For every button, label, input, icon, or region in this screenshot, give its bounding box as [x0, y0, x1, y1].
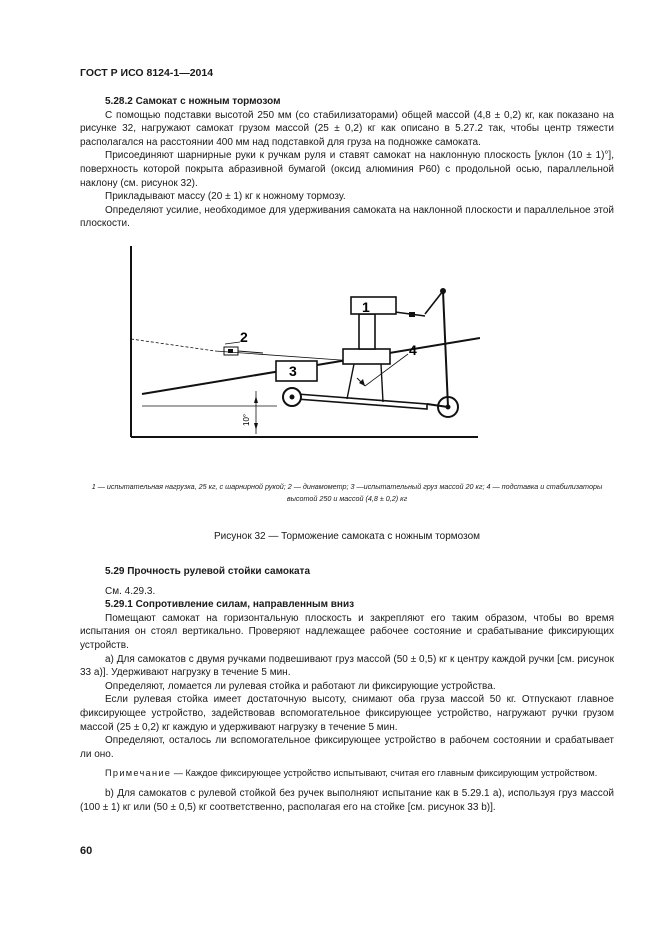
paragraph: Определяют, ломается ли рулевая стойка и работают ли фиксирующие устройства. — [105, 680, 496, 692]
paragraph: Если рулевая стойка имеет достаточную высоту, снимают оба груза массой 50 кг. Отпускают главное фиксирующее устройство, задействовав вспомогательное фиксирующее устройство, нагружают ручки грузом массой (25 ± 0,2) кг каждую и удерживают нагрузку в течение 5 мин. — [80, 694, 614, 733]
paragraph: Определяют, осталось ли вспомогательное фиксирующее устройство в рабочем состоянии и срабатывает ли оно. — [80, 735, 614, 760]
handlebar-hinge — [440, 288, 446, 294]
figure-legend: 1 — испытательная нагрузка, 25 кг, с шарнирной рукой; 2 — динамометр; 3 —испытательный груз массой 20 кг; 4 — подставка и стабилизаторы высотой 250 и массой (4,8 ± 0,2) кг — [91, 482, 603, 503]
figure-caption: Рисунок 32 — Торможение самоката с ножным тормозом — [213, 531, 480, 542]
load-column — [359, 314, 375, 349]
leader-line — [225, 342, 240, 344]
load-platform — [343, 349, 390, 364]
hinged-arm — [425, 291, 443, 314]
note-label: Примечание — [105, 768, 172, 779]
note-text: — Каждое фиксирующее устройство испытывают, считая его главным фиксирующим устройством. — [173, 768, 598, 779]
dynamometer-indicator — [228, 349, 233, 353]
arrow-icon — [254, 423, 258, 430]
paragraph: С помощью подставки высотой 250 мм (со стабилизаторами) общей массой (4,8 ± 0,2) кг, как показано на рисунке 32, нагружают самокат грузом массой (25 ± 0,2) кг как описано в 5.27.2 так, чтобы центр тяжести располагался на расстоянии 400 мм над подставкой для груза на подножке самоката. — [80, 109, 614, 148]
figure-label-2: 2 — [240, 329, 248, 345]
section-title: 5.29 Прочность рулевой стойки самоката — [105, 566, 310, 577]
cross-reference: См. 4.29.3. — [105, 585, 156, 597]
section-5-29 — [80, 565, 614, 814]
paragraph: Определяют усилие, необходимое для удерживания самоката на наклонной плоскости и параллельное этой плоскости. — [80, 204, 614, 230]
figure-label-3: 3 — [289, 363, 297, 379]
cable-line — [131, 339, 215, 351]
arm-joint — [409, 312, 415, 317]
wheel-hub — [290, 395, 295, 400]
angle-label: 10° — [242, 413, 251, 426]
section-5-28-2 — [80, 95, 614, 231]
stand-leg — [347, 364, 354, 399]
section-title: 5.28.2 Самокат с ножным тормозом — [105, 96, 281, 107]
paragraph: Помещают самокат на горизонтальную плоскость и закрепляют его таким образом, чтобы во время испытания он стоял вертикально. Проверяют надлежащее рабочее состояние и срабатывание фиксирующих устройств. — [80, 612, 614, 651]
paragraph: a) Для самокатов с двумя ручками подвешивают груз массой (50 ± 0,5) кг к центру каждой ручки [см. рисунок 33 a)]. Удерживают нагрузку в течение 5 мин. — [80, 653, 614, 679]
document-code: ГОСТ Р ИСО 8124-1—2014 — [80, 67, 214, 79]
scooter-deck — [297, 394, 427, 409]
test-load-25kg — [351, 297, 396, 314]
subsection-title: 5.29.1 Сопротивление силам, направленным вниз — [105, 599, 355, 611]
stand-leg — [381, 364, 383, 402]
arrow-icon — [359, 379, 365, 386]
note — [80, 767, 614, 781]
figure-label-4: 4 — [409, 342, 417, 358]
figure-label-1: 1 — [362, 299, 370, 315]
page-number: 60 — [80, 845, 93, 857]
steering-column — [443, 291, 448, 407]
arrow-icon — [254, 396, 258, 403]
scooter-brake-diagram — [125, 236, 480, 441]
paragraph: Присоединяют шарнирные руки к ручкам руля и ставят самокат на наклонную плоскость [уклон (10 ± 1)°], поверхность которой покрыта абразивной бумагой (оксид алюминия P60) с продольной осью, параллельной наклону (см. рисунок 32). — [80, 150, 614, 189]
paragraph: Прикладывают массу (20 ± 1) кг к ножному тормозу. — [105, 191, 346, 203]
paragraph: b) Для самокатов с рулевой стойкой без ручек выполняют испытание как в 5.29.1 a), используя груз массой (100 ± 1) кг или (50 ± 0,5) кг соответственно, располагая его на стойке [см. рисунок 33 b)]. — [80, 787, 614, 813]
